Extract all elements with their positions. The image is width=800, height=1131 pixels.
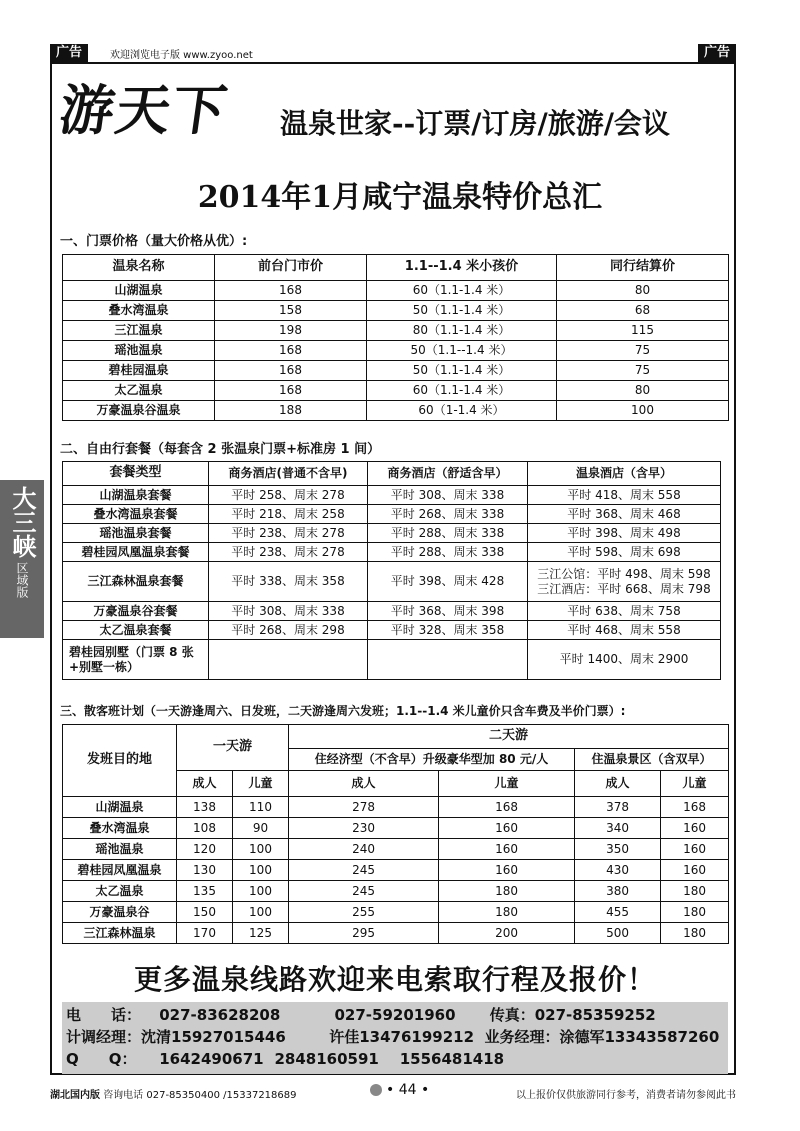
package-price: 平时 398、周末 428 [368,562,528,602]
package-name: 万豪温泉谷套餐 [63,602,209,621]
brand-tagline: 温泉世家--订票/订房/旅游/会议 [280,107,670,140]
price-cell: 80 [557,281,729,301]
ad-label-right: 广告 [698,44,736,62]
price-cell: 75 [557,361,729,381]
section-tour-heading: 三、散客班计划（一天游逢周六、日发班，二天游逢周六发班；1.1--1.4 米儿童价只含车费及半价门票）: [60,704,626,718]
child-header: 儿童 [439,771,575,797]
price-cell: 168 [215,381,367,401]
fare-cell: 340 [575,818,661,839]
fare-cell: 160 [661,860,729,881]
fare-cell: 120 [177,839,233,860]
table-row [63,797,729,818]
tour-schedule-table [62,724,729,944]
ticket-col-header: 温泉名称 [63,255,215,281]
child-header: 儿童 [661,771,729,797]
qq-number-2: 2848160591 [274,1050,379,1068]
table-row [63,860,729,881]
price-cell: 60（1-1.4 米） [367,401,557,421]
manager-2: 许佳13476199212 [329,1028,475,1046]
fare-cell: 180 [439,881,575,902]
globe-icon [370,1084,382,1096]
fare-cell: 430 [575,860,661,881]
price-cell: 80 [557,381,729,401]
price-cell: 188 [215,401,367,421]
tel-label: 电 话： [66,1006,142,1024]
spring-name: 瑶池温泉 [63,341,215,361]
package-price: 平时 288、周末 338 [368,543,528,562]
fare-cell: 160 [439,839,575,860]
fare-cell: 380 [575,881,661,902]
fare-cell: 245 [289,860,439,881]
fare-cell: 138 [177,797,233,818]
fare-cell: 200 [439,923,575,944]
table-row [63,341,729,361]
package-col-header: 温泉酒店（含早） [528,462,721,486]
ticket-col-header: 同行结算价 [557,255,729,281]
spring-name: 山湖温泉 [63,281,215,301]
fare-cell: 168 [439,797,575,818]
package-price: 平时 418、周末 558 [528,486,721,505]
spring-name: 万豪温泉谷温泉 [63,401,215,421]
price-line: 三江公馆：平时 498、周末 598 [537,566,711,581]
fare-cell: 455 [575,902,661,923]
fare-cell: 500 [575,923,661,944]
fare-cell: 108 [177,818,233,839]
ticket-col-header: 前台门市价 [215,255,367,281]
package-price: 平时 238、周末 278 [209,543,368,562]
table-row [63,281,729,301]
package-price: 平时 238、周末 278 [209,524,368,543]
package-price [528,562,721,602]
ticket-col-header: 1.1--1.4 米小孩价 [367,255,557,281]
destination-name: 叠水湾温泉 [63,818,177,839]
empty-cell [368,640,528,680]
price-cell: 168 [215,361,367,381]
fare-cell: 160 [661,818,729,839]
spring-name: 三江温泉 [63,321,215,341]
fare-cell: 350 [575,839,661,860]
side-region-subtitle: 区域版 [15,562,29,598]
fare-cell: 295 [289,923,439,944]
contact-box [62,1002,728,1074]
table-row [63,621,721,640]
fare-cell: 168 [661,797,729,818]
package-price: 平时 368、周末 398 [368,602,528,621]
fare-cell: 278 [289,797,439,818]
package-price: 平时 268、周末 338 [368,505,528,524]
adult-header: 成人 [289,771,439,797]
footer-note: 以上报价仅供旅游同行参考，消费者请勿参阅此书 [516,1090,736,1101]
adult-header: 成人 [177,771,233,797]
package-price: 平时 368、周末 468 [528,505,721,524]
price-cell: 198 [215,321,367,341]
manager-3: 业务经理：涂德军13343587260 [484,1028,720,1046]
price-cell: 75 [557,341,729,361]
side-region-title: 大三峡 [8,486,37,558]
page-title: 2014年1月咸宁温泉特价总汇 [197,180,603,215]
qq-number-1: 1642490671 [159,1050,264,1068]
destination-name: 三江森林温泉 [63,923,177,944]
package-price: 平时 308、周末 338 [368,486,528,505]
package-name: 碧桂园凤凰温泉套餐 [63,543,209,562]
price-cell: 158 [215,301,367,321]
fare-cell: 180 [661,902,729,923]
fare-cell: 90 [233,818,289,839]
ticket-price-table [62,254,729,421]
destination-name: 万豪温泉谷 [63,902,177,923]
package-table [62,461,721,680]
table-row [63,361,729,381]
fare-cell: 125 [233,923,289,944]
fare-cell: 160 [439,818,575,839]
footer-phone: 咨询电话 027-85350400 /15337218689 [103,1090,297,1101]
price-cell: 68 [557,301,729,321]
package-col-header: 商务酒店（舒适含早） [368,462,528,486]
brand-logo: 游天下 [55,79,233,142]
table-row [63,524,721,543]
welcome-text: 欢迎浏览电子版 www.zyoo.net [110,50,253,61]
tel-number-1: 027-83628208 [159,1006,281,1024]
package-name: 碧桂园别墅（门票 8 张+别墅一栋） [63,640,209,680]
qq-label: Q Q： [66,1050,137,1068]
destination-name: 太乙温泉 [63,881,177,902]
package-price: 平时 328、周末 358 [368,621,528,640]
package-col-header: 商务酒店(普通不含早) [209,462,368,486]
price-cell: 100 [557,401,729,421]
package-price: 平时 258、周末 278 [209,486,368,505]
price-cell: 115 [557,321,729,341]
table-row [63,902,729,923]
table-row [63,543,721,562]
price-cell: 50（1.1-1.4 米） [367,361,557,381]
destination-name: 碧桂园凤凰温泉 [63,860,177,881]
price-cell: 60（1.1-1.4 米） [367,281,557,301]
package-name: 山湖温泉套餐 [63,486,209,505]
fare-cell: 100 [233,860,289,881]
fare-cell: 135 [177,881,233,902]
table-row [63,818,729,839]
package-price: 平时 218、周末 258 [209,505,368,524]
table-row [63,881,729,902]
fare-cell: 100 [233,881,289,902]
section-package-heading: 二、自由行套餐（每套含 2 张温泉门票+标准房 1 间） [60,442,381,457]
side-region-tab [0,480,44,638]
package-price: 平时 598、周末 698 [528,543,721,562]
fare-cell: 230 [289,818,439,839]
fare-cell: 378 [575,797,661,818]
table-row [63,602,721,621]
fare-cell: 240 [289,839,439,860]
package-price: 平时 338、周末 358 [209,562,368,602]
child-header: 儿童 [233,771,289,797]
table-row [63,401,729,421]
fare-cell: 160 [661,839,729,860]
package-price: 平时 308、周末 338 [209,602,368,621]
price-cell: 50（1.1--1.4 米） [367,341,557,361]
fax-number: 传真：027-85359252 [489,1006,656,1024]
tel-number-2: 027-59201960 [334,1006,456,1024]
manager-1: 计调经理：沈清15927015446 [66,1028,286,1046]
package-price: 平时 398、周末 498 [528,524,721,543]
fare-cell: 255 [289,902,439,923]
package-price: 平时 638、周末 758 [528,602,721,621]
fare-cell: 110 [233,797,289,818]
top-bar [50,44,736,62]
promo-banner: 更多温泉线路欢迎来电索取行程及报价！ [133,963,656,996]
package-price: 平时 1400、周末 2900 [528,640,721,680]
fare-cell: 170 [177,923,233,944]
qq-number-3: 1556481418 [399,1050,505,1068]
plan-resort-header: 住温泉景区（含双早） [575,749,729,771]
section-ticket-heading: 一、门票价格（量大价格从优）: [60,234,248,249]
table-row [63,505,721,524]
destination-name: 山湖温泉 [63,797,177,818]
fare-cell: 100 [233,839,289,860]
price-cell: 60（1.1-1.4 米） [367,381,557,401]
fare-cell: 160 [439,860,575,881]
table-row [63,486,721,505]
table-row [63,381,729,401]
table-row [63,562,721,602]
price-line: 三江酒店：平时 668、周末 798 [537,581,711,596]
package-name: 叠水湾温泉套餐 [63,505,209,524]
fare-cell: 180 [661,923,729,944]
package-price: 平时 268、周末 298 [209,621,368,640]
edition-label: 湖北国内版 [50,1090,100,1101]
fare-cell: 100 [233,902,289,923]
fare-cell: 180 [661,881,729,902]
package-name: 太乙温泉套餐 [63,621,209,640]
price-cell: 80（1.1-1.4 米） [367,321,557,341]
price-cell: 168 [215,341,367,361]
table-row [63,321,729,341]
spring-name: 太乙温泉 [63,381,215,401]
package-name: 瑶池温泉套餐 [63,524,209,543]
empty-cell [209,640,368,680]
package-name: 三江森林温泉套餐 [63,562,209,602]
spring-name: 叠水湾温泉 [63,301,215,321]
spring-name: 碧桂园温泉 [63,361,215,381]
price-cell: 168 [215,281,367,301]
one-day-header: 一天游 [177,725,289,771]
package-col-header: 套餐类型 [63,462,209,486]
page-number: • 44 • [386,1082,430,1098]
plan-economy-header: 住经济型（不含早）升级豪华型加 80 元/人 [289,749,575,771]
brand-header [55,78,740,150]
page-footer [50,1082,736,1102]
fare-cell: 130 [177,860,233,881]
table-row [63,923,729,944]
table-row [63,640,721,680]
table-row [63,301,729,321]
package-price: 平时 288、周末 338 [368,524,528,543]
dest-header: 发班目的地 [63,725,177,797]
two-day-header: 二天游 [289,725,729,749]
price-cell: 50（1.1-1.4 米） [367,301,557,321]
table-row [63,839,729,860]
fare-cell: 150 [177,902,233,923]
fare-cell: 180 [439,902,575,923]
ad-label-left: 广告 [50,44,88,62]
package-price: 平时 468、周末 558 [528,621,721,640]
adult-header: 成人 [575,771,661,797]
fare-cell: 245 [289,881,439,902]
destination-name: 瑶池温泉 [63,839,177,860]
